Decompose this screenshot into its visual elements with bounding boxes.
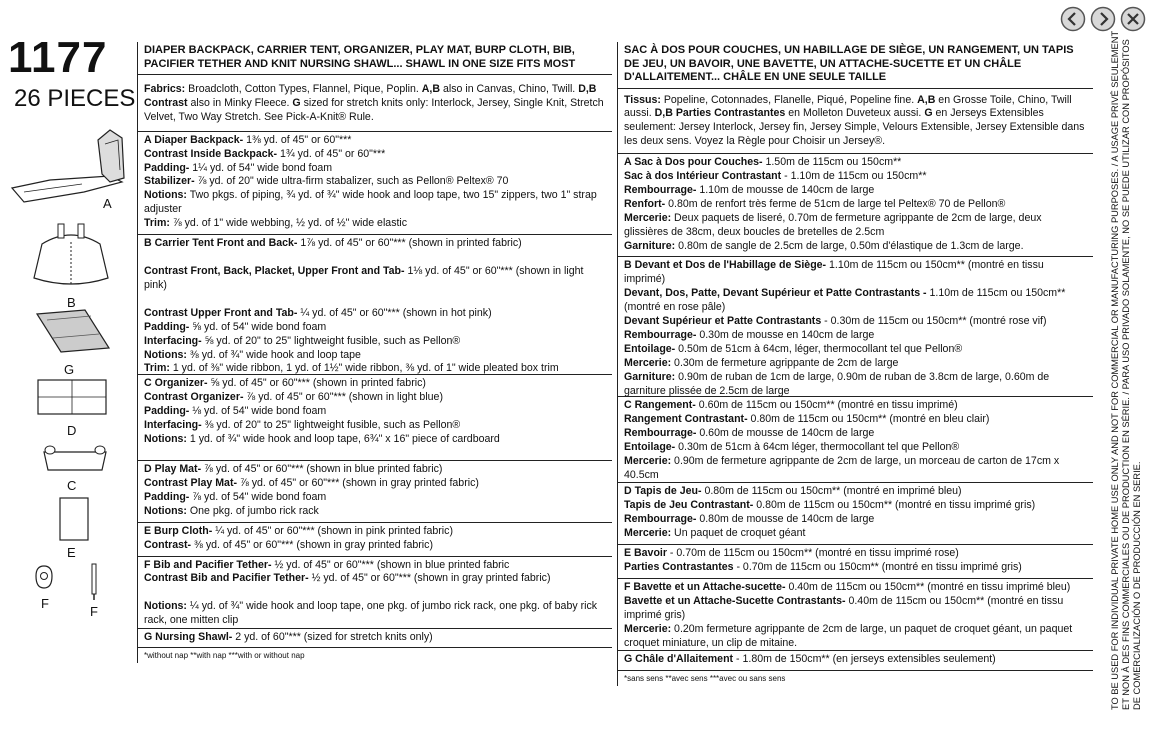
item-text: 1¾ yd. of 45" or 60"*** [277, 147, 386, 160]
item-label: Rembourrage- [624, 513, 697, 526]
english-view-d [138, 461, 612, 523]
nursing-shawl-illustration [33, 308, 113, 354]
item-text: 0.30m de 51cm à 64cm léger, thermocollant tel que Pellon® [675, 441, 960, 454]
item-label: G Châle d'Allaitement [624, 652, 734, 665]
fabrics-ab: A,B [917, 93, 936, 106]
fabrics-text-2: also in Canvas, Chino, Twill. [440, 83, 579, 95]
french-view-f [618, 579, 1093, 651]
item-label: Bavette et un Attache-Sucette Contrastants- [624, 594, 846, 607]
item-label: F Bavette et un Attache-sucette- [624, 580, 786, 593]
item-text: ⅞ yd. of 45" or 60"*** (shown in gray printed fabric) [237, 476, 479, 489]
english-heading: DIAPER BACKPACK, CARRIER TENT, ORGANIZER, PLAY MAT, BURP CLOTH, BIB, PACIFIER TETHER AND KNIT NURSING SHAWL... SHAWL IN ONE SIZE FITS MOST [144, 44, 576, 70]
item-text: 1¼ yd. of 54" wide bond foam [189, 161, 333, 174]
item-label: Entoilage- [624, 441, 676, 454]
item-text: 1.10m de 115cm ou 150cm** (montré en tissu imprimé) [624, 259, 1044, 286]
line [624, 561, 1087, 575]
english-fabrics [138, 75, 612, 132]
fabrics-text-3: en Molleton Duveteux aussi. [785, 107, 925, 120]
item-text: Un paquet de croquet géant [671, 527, 806, 540]
fabrics-g: G [924, 107, 933, 120]
item-label: Trim: [144, 217, 170, 230]
item-text: ¼ yd. of ¾" wide hook and loop tape, one pkg. of jumbo rick rack, one pkg. of baby rick rack, one mitten clip [144, 600, 598, 627]
line [144, 189, 606, 217]
item-label: Mercerie: [624, 211, 672, 224]
item-label: Rangement Contrastant- [624, 413, 748, 426]
illustration-label-c: C [67, 478, 77, 493]
item-text: 1⅜ yd. of 45" or 60"*** [243, 133, 352, 146]
item-label: Mercerie: [624, 356, 672, 369]
line [624, 427, 1087, 441]
item-text: Two pkgs. of piping, ¾ yd. of ¾" wide hook and loop tape, two 15" zippers, two 1" strap adjuster [144, 189, 597, 216]
item-text: ⅞ yd. of 20" wide ultra-firm stabalizer, such as Pellon® Peltex® 70 [194, 175, 509, 188]
item-text: Deux paquets de liseré, 0.70m de fermeture agrippante de 2cm de large, deux glissières de 38cm, deux boucles de bretelles de 2.5cm [624, 211, 1042, 238]
close-button[interactable] [1120, 6, 1146, 32]
line [144, 405, 606, 419]
line [624, 581, 1087, 595]
line [624, 399, 1087, 413]
illustration-label-a: A [103, 196, 112, 211]
line [144, 433, 606, 447]
item-label: Notions: [144, 189, 187, 202]
line [144, 134, 606, 148]
line [144, 463, 606, 477]
item-label: A Sac à Dos pour Couches- [624, 156, 763, 169]
item-label: Garniture: [624, 370, 676, 383]
line [144, 631, 606, 645]
english-view-c [138, 375, 612, 461]
pieces-count: 26 PIECES [14, 85, 136, 112]
item-label: Entoilage- [624, 342, 676, 355]
line [624, 259, 1087, 287]
item-label: Tapis de Jeu Contrastant- [624, 499, 754, 512]
fabrics-text-3: also in Minky Fleece. [187, 96, 293, 109]
line [144, 321, 606, 335]
illustration-label-g: G [64, 362, 75, 377]
previous-page-button[interactable] [1060, 6, 1086, 32]
line [144, 572, 606, 586]
item-text: 0.60m de 115cm ou 150cm** (montré en tissu imprimé) [695, 399, 958, 412]
line [144, 265, 606, 293]
item-text: ⅝ yd. of 45" or 60"*** (shown in printed fabric) [207, 377, 426, 390]
fabrics-text-2: en Grosse Toile, Chino, Twill aussi. [624, 93, 1072, 120]
pacifier-tether-illustration [88, 562, 100, 602]
item-text: 0.90m de fermeture agrippante de 2cm de large, un morceau de carton de 17cm x 40.5cm [624, 455, 1060, 481]
item-label: Contrast Organizer- [144, 390, 244, 403]
french-view-g [618, 651, 1093, 671]
fabrics-text-4: en Jerseys Extensibles seulement: Jersey Interlock, Jersey fin, Jersey Simple, Velours Extensible, Jersey Extensible dans les deux sens. Voyez la Règle pour Choisir un Jersey®. [624, 107, 1085, 148]
line [624, 329, 1087, 343]
fabrics-text-1: Broadcloth, Cotton Types, Flannel, Pique, Poplin. [185, 83, 422, 95]
line [624, 184, 1087, 198]
item-text: - 0.70m de 115cm ou 150cm** (montré en tissu imprimé rose) [666, 547, 959, 560]
line [144, 335, 606, 349]
item-text: 0.40m de 115cm ou 150cm** (montré en tissu imprimé bleu) [785, 580, 1071, 593]
item-label: Padding- [144, 320, 190, 333]
illustration-label-e: E [67, 545, 76, 560]
item-text: 0.60m de mousse de 140cm de large [696, 427, 875, 440]
item-text: ⅞ yd. of 1" wide webbing, ½ yd. of ½" wide elastic [169, 217, 408, 230]
line [144, 362, 606, 376]
line [624, 357, 1087, 371]
item-label: Trim: [144, 362, 170, 375]
line [144, 477, 606, 491]
item-text: 0.30m de fermeture agrippante de 2cm de large [671, 356, 899, 369]
line [624, 547, 1087, 561]
bib-illustration [34, 564, 54, 590]
line [624, 485, 1087, 499]
line [624, 315, 1087, 329]
item-label: C Rangement- [624, 399, 696, 412]
french-view-b [618, 257, 1093, 397]
french-instructions [617, 42, 1093, 686]
line [624, 653, 1087, 667]
french-view-e [618, 545, 1093, 579]
item-text: 0.30m de mousse en 140cm de large [696, 329, 875, 341]
item-label: B Devant et Dos de l'Habillage de Siège- [624, 259, 827, 272]
french-footnote: *sans sens **avec sens ***avec ou sans sens [624, 673, 786, 683]
item-label: Parties Contrastantes [624, 561, 734, 573]
item-label: D Play Mat- [144, 463, 202, 476]
item-text: ⅞ yd. of 45" or 60"*** (shown in blue printed fabric) [201, 463, 443, 476]
item-text: ⅝ yd. of 20" to 25" lightweight fusible, such as Pellon® [201, 334, 461, 347]
french-heading-section [618, 42, 1093, 89]
line [144, 419, 606, 433]
organizer-illustration [38, 444, 112, 472]
item-label: Padding- [144, 490, 190, 503]
item-text: 0.20m fermeture agrippante de 2cm de large, un paquet de croquet géant, un paquet croquet miniature, un clip de mitaine. [624, 622, 1073, 649]
item-text: 1⅞ yd. of 45" or 60"*** (shown in printed fabric) [297, 237, 522, 250]
item-text: 1.10m de mousse de 140cm de large [696, 183, 875, 196]
line [144, 349, 606, 363]
english-instructions [137, 42, 612, 663]
item-label: Contrast Inside Backpack- [144, 147, 278, 160]
line [144, 307, 606, 321]
item-text: 1 yd. of ⅜" wide ribbon, 1 yd. of 1½" wide ribbon, ⅜ yd. of 1" wide pleated box trim [169, 362, 559, 375]
item-label: A Diaper Backpack- [144, 133, 244, 146]
vertical-legal-notice [1110, 30, 1150, 710]
item-text: 0.80m de 115cm ou 150cm** (montré en bleu clair) [747, 413, 990, 426]
french-fabrics [618, 89, 1093, 155]
item-label: Notions: [144, 348, 187, 361]
item-label: Padding- [144, 161, 190, 174]
english-view-b [138, 235, 612, 375]
line [624, 371, 1087, 399]
item-text: ¼ yd. of 45" or 60"*** (shown in pink printed fabric) [212, 524, 453, 537]
french-view-a [618, 154, 1093, 257]
item-label: Notions: [144, 600, 187, 613]
item-text: ¼ yd. of 45" or 60"*** (shown in hot pink) [297, 306, 492, 319]
item-label: E Burp Cloth- [144, 524, 213, 537]
line [144, 525, 606, 539]
item-label: Padding- [144, 404, 190, 417]
item-text: 1.10m de 115cm ou 150cm** (montré en rose pâle) [624, 287, 1066, 314]
item-label: Notions: [144, 504, 187, 517]
french-view-c [618, 397, 1093, 483]
item-label: Contrast- [144, 538, 192, 551]
line [624, 156, 1087, 170]
line [144, 217, 606, 231]
item-label: Sac à dos Intérieur Contrastant [624, 170, 782, 183]
item-text: ½ yd. of 45" or 60"*** (shown in gray printed fabric) [308, 572, 551, 585]
item-text: 2 yd. of 60"*** (sized for stretch knits only) [232, 630, 433, 643]
item-text: One pkg. of jumbo rick rack [186, 504, 319, 517]
item-label: Devant, Dos, Patte, Devant Supérieur et Patte Contrastants - [624, 287, 927, 300]
close-icon [1120, 6, 1146, 32]
item-text: 0.80m de 115cm ou 150cm** (montré en tissu imprimé gris) [753, 499, 1036, 512]
english-view-a [138, 132, 612, 235]
item-label: Contrast Play Mat- [144, 476, 238, 489]
item-text: ⅞ yd. of 54" wide bond foam [189, 490, 327, 503]
line [144, 237, 606, 251]
line [624, 413, 1087, 427]
line [144, 559, 606, 573]
item-text: 0.40m de 115cm ou 150cm** (montré en tissu imprimé gris) [624, 594, 1064, 621]
item-label: Stabilizer- [144, 175, 195, 188]
chevron-left-icon [1060, 6, 1086, 32]
item-label: Mercerie: [624, 527, 672, 540]
item-label: Contrast Bib and Pacifier Tether- [144, 572, 309, 585]
item-label: Interfacing- [144, 418, 202, 431]
item-text: - 0.70m de 115cm ou 150cm** (montré en tissu imprimé gris) [733, 561, 1022, 573]
item-text: - 1.80m de 150cm** (en jerseys extensibles seulement) [733, 652, 996, 665]
line [144, 175, 606, 189]
line [144, 391, 606, 405]
item-text: ⅜ yd. of ¾" wide hook and loop tape [186, 348, 361, 361]
french-view-d [618, 483, 1093, 545]
item-text: ⅛ yd. of 54" wide bond foam [189, 404, 327, 417]
line [144, 539, 606, 553]
item-label: B Carrier Tent Front and Back- [144, 237, 298, 250]
item-label: Mercerie: [624, 622, 672, 635]
illustration-label-f1: F [41, 596, 49, 611]
line [624, 455, 1087, 483]
fabrics-g: G [292, 96, 301, 109]
item-label: D Tapis de Jeu- [624, 485, 702, 498]
chevron-right-icon [1090, 6, 1116, 32]
item-label: E Bavoir [624, 547, 667, 560]
item-text: ⅝ yd. of 54" wide bond foam [189, 320, 327, 333]
item-text: 0.50m de 51cm à 64cm, léger, thermocollant tel que Pellon® [675, 342, 963, 355]
english-heading-section [138, 42, 612, 75]
fabrics-label: Tissus: [624, 93, 661, 106]
line [624, 513, 1087, 527]
line [624, 527, 1087, 541]
line [624, 623, 1087, 651]
play-mat-illustration [36, 378, 108, 416]
item-label: Rembourrage- [624, 329, 697, 341]
line [144, 491, 606, 505]
line [144, 505, 606, 519]
item-label: G Nursing Shawl- [144, 630, 233, 643]
illustration-label-d: D [67, 423, 77, 438]
item-label: C Organizer- [144, 377, 208, 390]
item-text: - 1.10m de 115cm ou 150cm** [781, 170, 927, 183]
line [624, 212, 1087, 240]
item-text: 0.80m de 115cm ou 150cm** (montré en imprimé bleu) [701, 485, 962, 498]
illustration-label-f2: F [90, 604, 98, 619]
item-text: 0.80m de renfort très ferme de 51cm de large tel Peltex® 70 de Pellon® [665, 197, 1006, 210]
line [624, 287, 1087, 315]
item-text: 1 yd. of ¾" wide hook and loop tape, 6¾" x 16" piece of cardboard [186, 432, 500, 445]
item-text: ½ yd. of 45" or 60"*** (shown in blue printed fabric [271, 558, 510, 571]
item-label: Rembourrage- [624, 183, 697, 196]
item-label: Renfort- [624, 197, 666, 210]
pattern-number: 1177 [8, 33, 108, 82]
line [144, 148, 606, 162]
english-view-e [138, 523, 612, 557]
item-label: Mercerie: [624, 455, 672, 468]
item-label: Garniture: [624, 239, 676, 252]
item-label: Contrast Front, Back, Placket, Upper Front and Tab- [144, 264, 405, 277]
item-text: 1.50m de 115cm ou 150cm** [762, 156, 902, 169]
item-label: Rembourrage- [624, 427, 697, 440]
item-text: 0.80m de sangle de 2.5cm de large, 0.50m d'élastique de 1.3cm de large. [675, 239, 1024, 252]
item-text: ⅜ yd. of 45" or 60"*** (shown in gray printed fabric) [191, 538, 433, 551]
line [144, 162, 606, 176]
line [624, 595, 1087, 623]
item-text: - 0.30m de 115cm ou 150cm** (montré rose vif) [821, 315, 1047, 328]
line [144, 377, 606, 391]
item-label: F Bib and Pacifier Tether- [144, 558, 272, 571]
english-view-f [138, 557, 612, 629]
line [624, 441, 1087, 455]
carrier-tent-illustration [28, 222, 114, 294]
item-text: 0.80m de mousse de 140cm de large [696, 513, 875, 526]
line [624, 499, 1087, 513]
fabrics-label: Fabrics: [144, 83, 186, 95]
burp-cloth-illustration [56, 496, 92, 542]
english-footnote: *without nap **with nap ***with or without nap [144, 651, 305, 661]
fabrics-ab: A,B [421, 83, 441, 95]
fabrics-db: D,B Parties Contrastantes [654, 107, 786, 120]
item-text: 1⅛ yd. of 45" or 60"*** (shown in light pink) [144, 264, 584, 291]
line [624, 170, 1087, 184]
item-text: 0.90m de ruban de 1cm de large, 0.90m de ruban de 3.8cm de large, 0.60m de garniture plissée de 2.5cm de large [624, 370, 1050, 397]
illustration-label-b: B [67, 295, 76, 310]
fabrics-text-4: sized for stretch knits only: Interlock, Jersey, Single Knit, Stretch Velvet, Two Way Stretch. See Pick-A-Knit® Rule. [144, 96, 604, 123]
legal-notice-text: TO BE USED FOR INDIVIDUAL PRIVATE HOME USE ONLY AND NOT FOR COMMERCIAL OR MANUFACTURING PURPOSES. / A USAGE PRIVÉ SEULEMENT ET NON À DES FINS COMMERCIALES OU DE PRODUCTION EN SÉRIE. / PARA USO PRIVADO SOLAMENTE, NO SE PUEDE UTILIZAR CON PROPÓSITOS DE COMERCIALIZACIÓN O DE PRODUCCIÓN EN SERIE. [1110, 31, 1142, 710]
item-text: ⅞ yd. of 45" or 60"*** (shown in light blue) [243, 390, 443, 403]
item-label: Interfacing- [144, 334, 202, 347]
line [624, 343, 1087, 357]
item-label: Devant Supérieur et Patte Contrastants [624, 315, 822, 328]
french-heading: SAC À DOS POUR COUCHES, UN HABILLAGE DE SIÈGE, UN RANGEMENT, UN TAPIS DE JEU, UN BAVOIR, UNE BAVETTE, UN ATTACHE-SUCETTE ET UN CHÂLE D'ALLAITEMENT... CHÂLE EN UNE SEULE TAILLE [624, 44, 1074, 83]
item-text: ⅜ yd. of 20" to 25" lightweight fusible, such as Pellon® [201, 418, 461, 431]
fabrics-text-1: Popeline, Cotonnades, Flanelle, Piqué, Popeline fine. [660, 93, 918, 106]
line [624, 240, 1087, 254]
next-page-button[interactable] [1090, 6, 1116, 32]
item-label: Contrast Upper Front and Tab- [144, 306, 298, 319]
fabrics-db: D,B Contrast [144, 83, 597, 109]
item-label: Notions: [144, 432, 187, 445]
english-view-g [138, 629, 612, 649]
line [624, 198, 1087, 212]
line [144, 600, 606, 628]
